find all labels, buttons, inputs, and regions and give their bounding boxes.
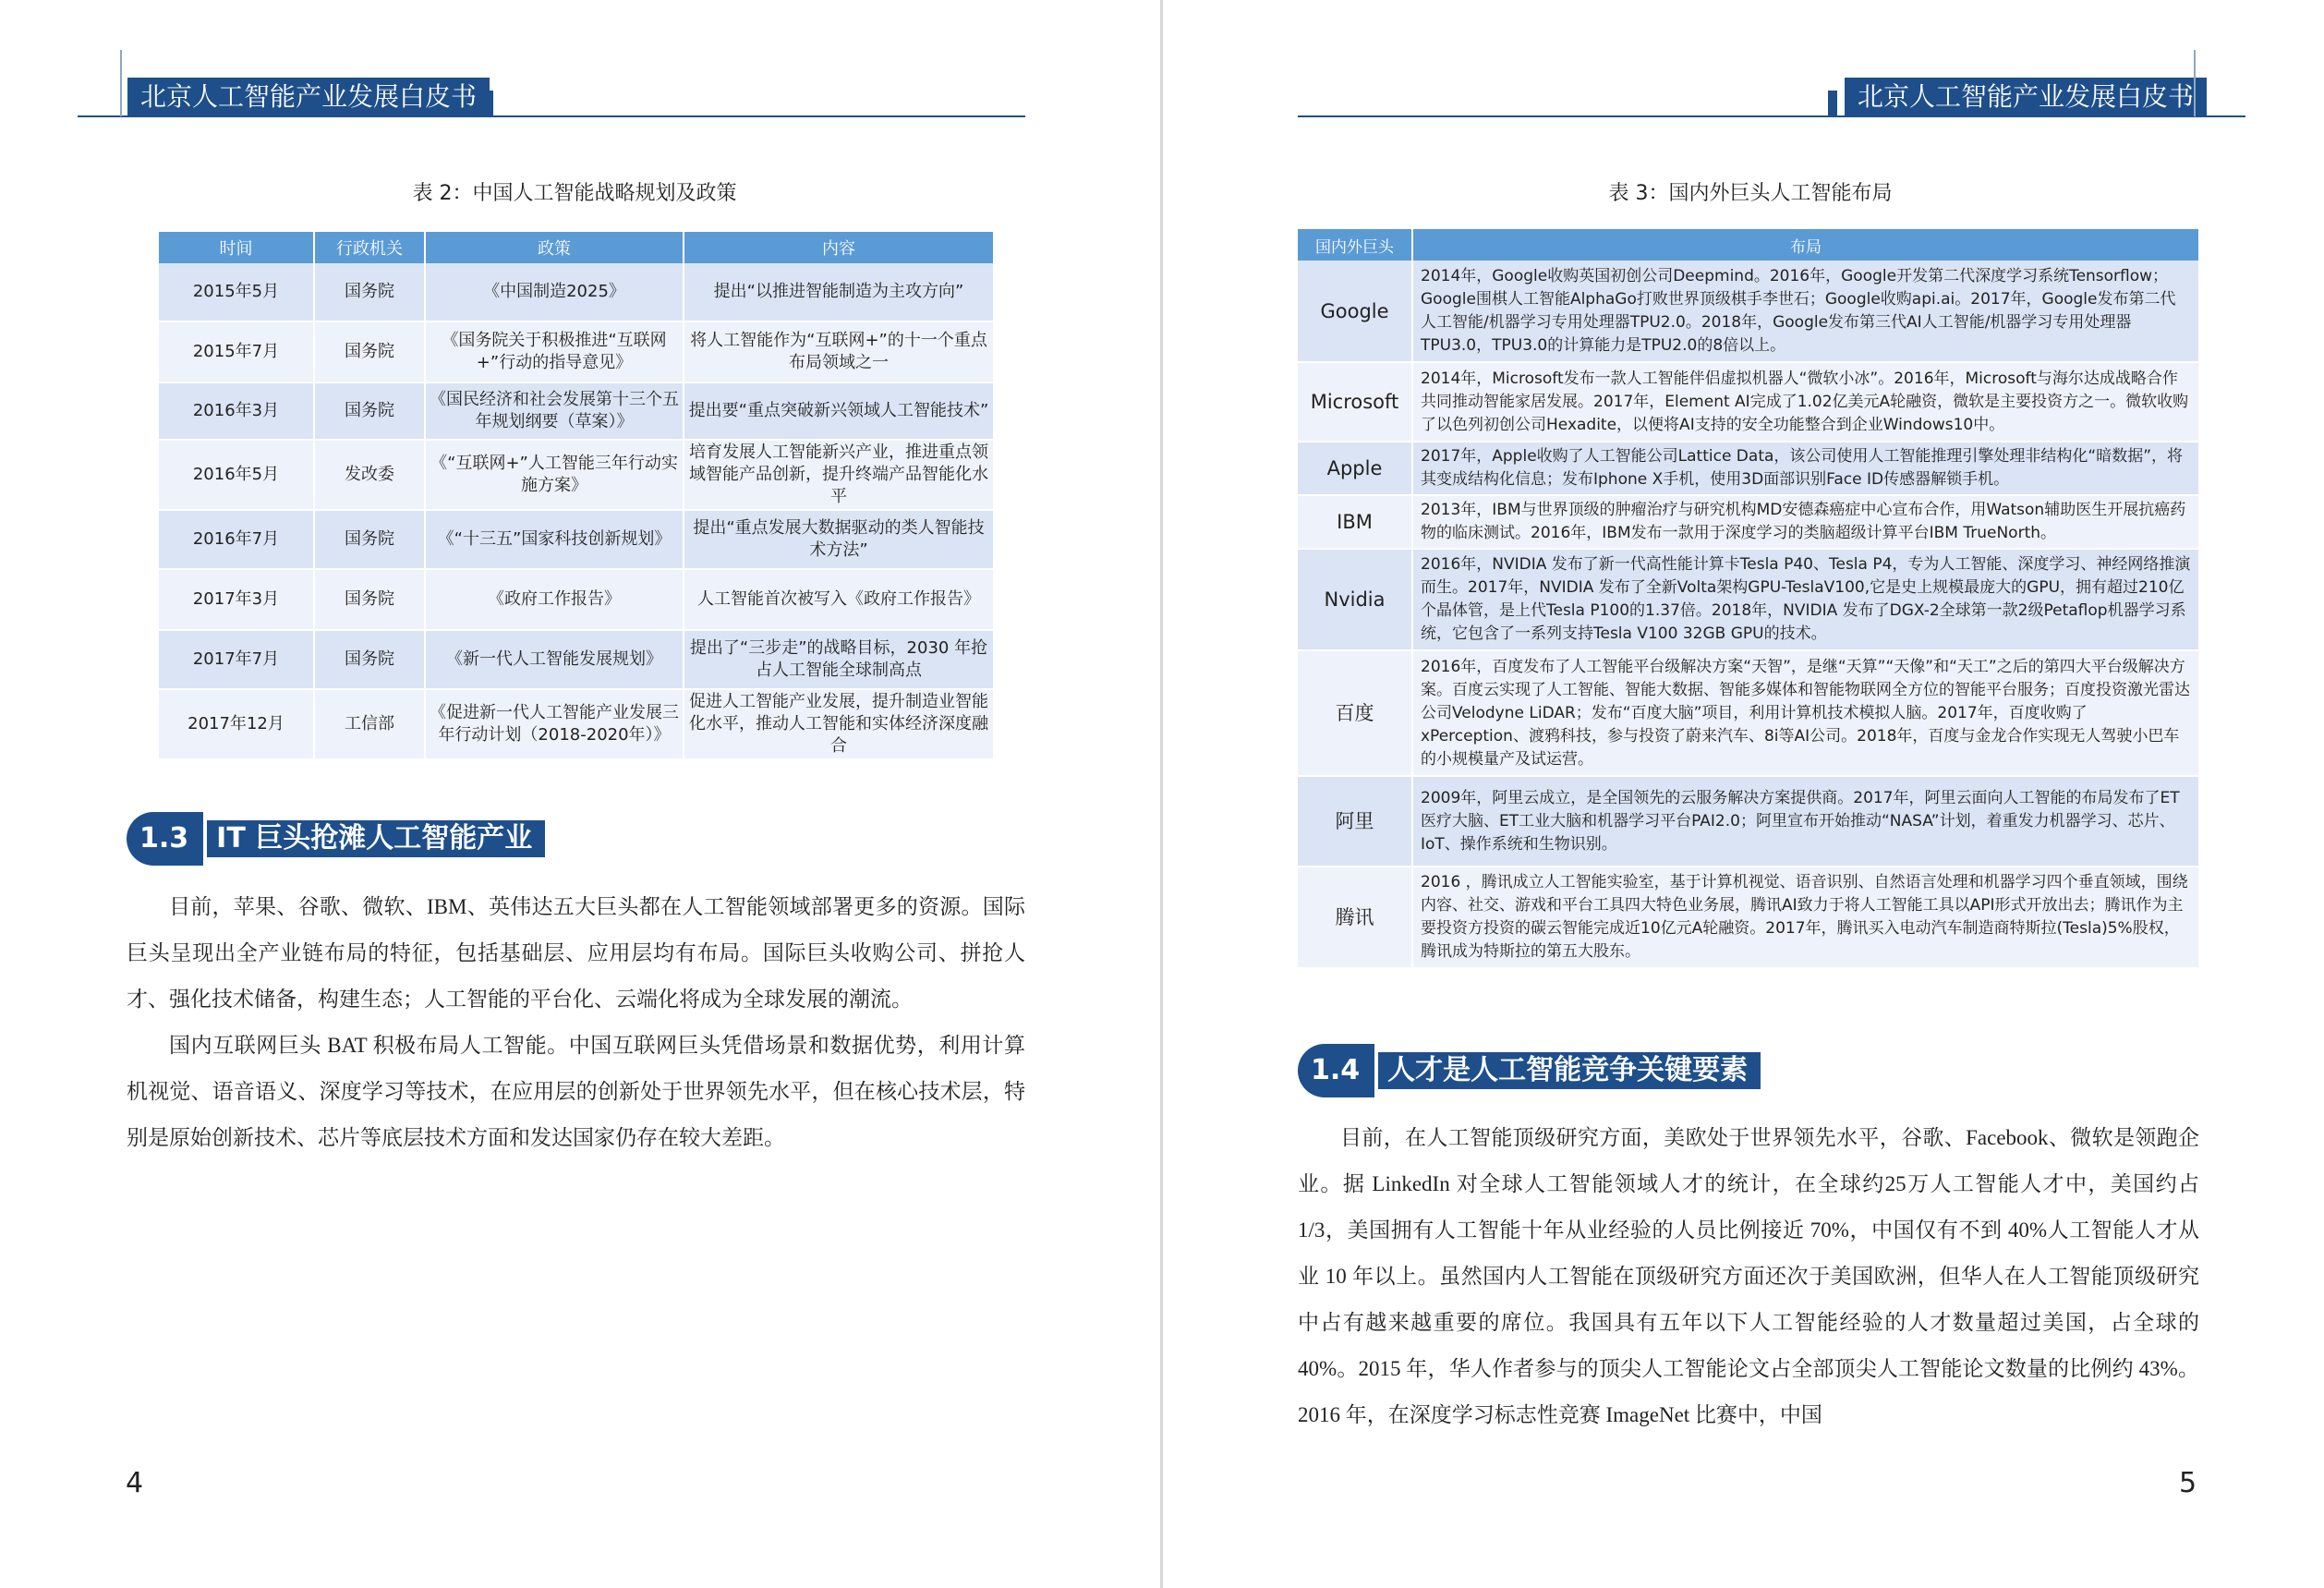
table3-header-company: 国内外巨头 xyxy=(1298,229,1412,261)
table2-cell: 国务院 xyxy=(314,321,425,382)
table-row xyxy=(159,263,994,321)
table3-company: Google xyxy=(1298,261,1412,362)
table3-company: Microsoft xyxy=(1298,362,1412,442)
table2-cell: 2017年12月 xyxy=(159,689,314,759)
table-row xyxy=(159,321,994,382)
table2-cell: 《促进新一代人工智能产业发展三年行动计划（2018-2020年）》 xyxy=(425,689,684,759)
table-row xyxy=(159,569,994,630)
left-page xyxy=(0,0,1161,1588)
header-title: 北京人工智能产业发展白皮书 xyxy=(127,78,490,116)
section-title: IT 巨头抢滩人工智能产业 xyxy=(207,820,545,857)
table2-cell: 2015年5月 xyxy=(159,263,314,321)
table3-layout: 2013年，IBM与世界顶级的肿瘤治疗与研究机构MD安德森癌症中心宣布合作，用Watson辅助医生开展抗癌药物的临床测试。2016年，IBM发布一款用于深度学习的类脑超级计算平台IBM TrueNorth。 xyxy=(1412,495,2199,549)
table2-cell: 培育发展人工智能新兴产业，推进重点领域智能产品创新，提升终端产品智能化水平 xyxy=(684,440,994,510)
table3-company: Apple xyxy=(1298,442,1412,495)
header-title: 北京人工智能产业发展白皮书 xyxy=(1845,78,2207,116)
table3-company: 阿里 xyxy=(1298,776,1412,867)
table3-caption: 表 3：国内外巨头人工智能布局 xyxy=(1608,182,1893,205)
table2-header-content: 内容 xyxy=(684,232,994,263)
table3-company: 百度 xyxy=(1298,650,1412,776)
table3-company: Nvidia xyxy=(1298,549,1412,650)
paragraph: 目前，苹果、谷歌、微软、IBM、英伟达五大巨头都在人工智能领域部署更多的资源。国际巨头呈现出全产业链布局的特征，包括基础层、应用层均有布局。国际巨头收购公司、拼抢人才、强化技术储备，构建生态；人工智能的平台化、云端化将成为全球发展的潮流。 xyxy=(127,895,1025,1011)
table3-company: 腾讯 xyxy=(1298,867,1412,968)
table-row xyxy=(1298,495,2199,549)
table-row xyxy=(1298,650,2199,776)
table3 xyxy=(1298,229,2200,969)
table3-layout: 2014年，Google收购英国初创公司Deepmind。2016年，Google开发第二代深度学习系统Tensorflow；Google围棋人工智能AlphaGo打败世界顶级棋手李世石；Google收购api.ai。2017年，Google发布第二代人工智能/机器学习专用处理器TPU2.0。2018年，Google发布第三代AI人工智能/机器学习专用处理器TPU3.0，TPU3.0的计算能力是TPU2.0的8倍以上。 xyxy=(1412,261,2199,362)
table2-cell: 2015年7月 xyxy=(159,321,314,382)
table2-cell: 《政府工作报告》 xyxy=(425,569,684,630)
table-row xyxy=(1298,867,2199,968)
table2-header-agency: 行政机关 xyxy=(314,232,425,263)
table2-cell: 2017年3月 xyxy=(159,569,314,630)
table-row xyxy=(159,382,994,440)
header-rule xyxy=(2194,50,2196,116)
table2-cell: 人工智能首次被写入《政府工作报告》 xyxy=(684,569,994,630)
header-accent xyxy=(1828,91,1837,116)
table-row xyxy=(159,440,994,510)
table-row xyxy=(159,689,994,759)
table3-layout: 2014年，Microsoft发布一款人工智能伴侣虚拟机器人“微软小冰”。2016年，Microsoft与海尔达成战略合作共同推动智能家居发展。2017年，Element AI完成了1.02亿美元A轮融资，微软是主要投资方之一。微软收购了以色列初创公司Hexadite，以便将AI支持的安全功能整合到企业Windows10中。 xyxy=(1412,362,2199,442)
table2-cell: 2016年3月 xyxy=(159,382,314,440)
table2-cell: 提出要“重点突破新兴领域人工智能技术” xyxy=(684,382,994,440)
table2-cell: 《国民经济和社会发展第十三个五年规划纲要（草案）》 xyxy=(425,382,684,440)
table3-layout: 2016年，NVIDIA 发布了新一代高性能计算卡Tesla P40、Tesla P4，专为人工智能、深度学习、神经网络推演而生。2017年，NVIDIA 发布了全新Volta架构GPU-TeslaV100,它是史上规模最庞大的GPU，拥有超过210亿个晶体管，是上代Tesla P100的1.37倍。2018年，NVIDIA 发布了DGX-2全球第一款2级Petaflop机器学习系统，它包含了一系列支持Tesla V100 32GB GPU的技术。 xyxy=(1412,549,2199,650)
right-page xyxy=(1163,0,2324,1588)
table2-cell: 《新一代人工智能发展规划》 xyxy=(425,630,684,689)
body-text xyxy=(1298,1115,2199,1438)
table2 xyxy=(159,232,995,760)
header-accent xyxy=(484,91,493,116)
table-row xyxy=(1298,776,2199,867)
table2-cell: 将人工智能作为“互联网+”的十一个重点布局领域之一 xyxy=(684,321,994,382)
table3-layout: 2017年，Apple收购了人工智能公司Lattice Data，该公司使用人工智能推理引擎处理非结构化“暗数据”，将其变成结构化信息；发布Iphone X手机，使用3D面部识别Face ID传感器解锁手机。 xyxy=(1412,442,2199,495)
header-rule xyxy=(120,50,122,116)
table2-cell: 《国务院关于积极推进“互联网+”行动的指导意见》 xyxy=(425,321,684,382)
table2-cell: 国务院 xyxy=(314,569,425,630)
table2-header-time: 时间 xyxy=(159,232,314,263)
table2-cell: 促进人工智能产业发展，提升制造业智能化水平，推动人工智能和实体经济深度融合 xyxy=(684,689,994,759)
table-row xyxy=(1298,549,2199,650)
paragraph: 目前，在人工智能顶级研究方面，美欧处于世界领先水平，谷歌、Facebook、微软是领跑企业。据 LinkedIn 对全球人工智能领域人才的统计，在全球约25万人工智能人才中，美国约占1/3，美国拥有人工智能十年从业经验的人员比例接近 70%，中国仅有不到 40%人工智能人才从业 10 年以上。虽然国内人工智能在顶级研究方面还次于美国欧洲，但华人在人工智能顶级研究中占有越来越重要的席位。我国具有五年以下人工智能经验的人才数量超过美国，占全球的 40%。2015 年，华人作者参与的顶尖人工智能论文占全部顶尖人工智能论文数量的比例约 43%。2016 年，在深度学习标志性竞赛 ImageNet 比赛中，中国 xyxy=(1298,1126,2199,1426)
table2-cell: 发改委 xyxy=(314,440,425,510)
section-heading xyxy=(127,818,545,860)
table2-cell: 国务院 xyxy=(314,263,425,321)
table-row xyxy=(159,510,994,569)
table2-header-policy: 政策 xyxy=(425,232,684,263)
table2-cell: 提出“重点发展大数据驱动的类人智能技术方法” xyxy=(684,510,994,569)
table2-cell: 工信部 xyxy=(314,689,425,759)
table-row xyxy=(1298,442,2199,495)
table3-header-layout: 布局 xyxy=(1412,229,2199,261)
table2-cell: 《“十三五”国家科技创新规划》 xyxy=(425,510,684,569)
table-row xyxy=(1298,362,2199,442)
table2-cell: 提出“以推进智能制造为主攻方向” xyxy=(684,263,994,321)
table2-cell: 2016年5月 xyxy=(159,440,314,510)
table3-layout: 2016年，百度发布了人工智能平台级解决方案“天智”，是继“天算”“天像”和“天工”之后的第四大平台级解决方案。百度云实现了人工智能、智能大数据、智能多媒体和智能物联网全方位的智能平台服务；百度投资激光雷达公司Velodyne LiDAR；发布“百度大脑”项目，利用计算机技术模拟人脑。2017年，百度收购了xPerception、渡鸦科技，参与投资了蔚来汽车、8i等AI公司。2018年，百度与金龙合作实现无人驾驶小巴车的小规模量产及试运营。 xyxy=(1412,650,2199,776)
table3-layout: 2016 ，腾讯成立人工智能实验室，基于计算机视觉、语音识别、自然语言处理和机器学习四个垂直领域，围绕内容、社交、游戏和平台工具四大特色业务展，腾讯AI致力于将人工智能工具以API形式开放出去；腾讯作为主要投资方投资的碳云智能完成近10亿元A轮融资。2017年，腾讯买入电动汽车制造商特斯拉(Tesla)5%股权，腾讯成为特斯拉的第五大股东。 xyxy=(1412,867,2199,968)
table3-layout: 2009年，阿里云成立，是全国领先的云服务解决方案提供商。2017年，阿里云面向人工智能的布局发布了ET医疗大脑、ET工业大脑和机器学习平台PAI2.0；阿里宣布开始推动“NASA”计划，着重发力机器学习、芯片、IoT、操作系统和生物识别。 xyxy=(1412,776,2199,867)
section-heading xyxy=(1298,1049,1761,1092)
table2-cell: 《中国制造2025》 xyxy=(425,263,684,321)
section-number: 1.4 xyxy=(1298,1044,1374,1097)
section-number: 1.3 xyxy=(127,812,203,866)
table2-cell: 国务院 xyxy=(314,382,425,440)
table2-cell: 2016年7月 xyxy=(159,510,314,569)
table-row xyxy=(1298,261,2199,362)
body-text xyxy=(127,884,1025,1161)
table2-cell: 国务院 xyxy=(314,630,425,689)
table2-cell: 提出了“三步走”的战略目标，2030 年抢占人工智能全球制高点 xyxy=(684,630,994,689)
table2-cell: 《“互联网+”人工智能三年行动实施方案》 xyxy=(425,440,684,510)
page-number: 4 xyxy=(126,1467,144,1499)
table3-company: IBM xyxy=(1298,495,1412,549)
paragraph: 国内互联网巨头 BAT 积极布局人工智能。中国互联网巨头凭借场景和数据优势，利用计算机视觉、语音语义、深度学习等技术，在应用层的创新处于世界领先水平，但在核心技术层，特别是原始创新技术、芯片等底层技术方面和发达国家仍存在较大差距。 xyxy=(127,1034,1025,1149)
table-row xyxy=(159,630,994,689)
table2-cell: 国务院 xyxy=(314,510,425,569)
page-number: 5 xyxy=(2179,1467,2197,1499)
table2-caption: 表 2：中国人工智能战略规划及政策 xyxy=(412,182,737,205)
table2-cell: 2017年7月 xyxy=(159,630,314,689)
section-title: 人才是人工智能竞争关键要素 xyxy=(1378,1052,1761,1089)
